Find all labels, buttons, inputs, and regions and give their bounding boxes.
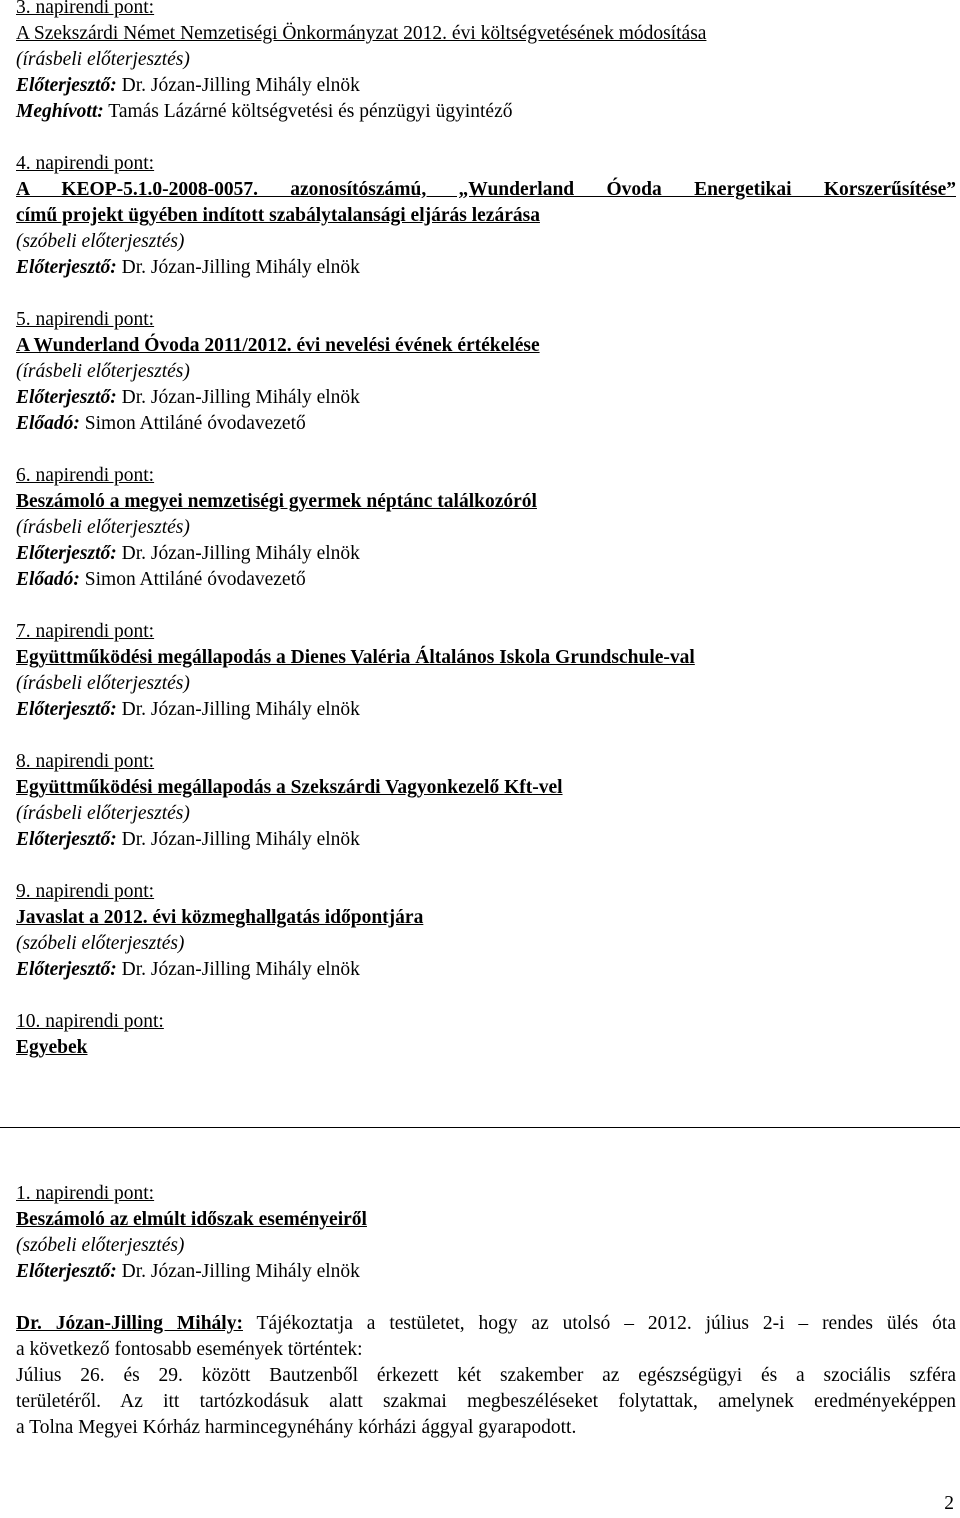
presenter-name: Dr. Józan-Jilling Mihály elnök [121,543,360,564]
minutes-section [16,1181,956,1441]
agenda-item-mode: (szóbeli előterjesztés) [16,1235,185,1256]
agenda-item [16,1009,956,1061]
presenter-label: Előterjesztő: [16,387,117,408]
agenda-item-title-continued: című projekt ügyében indított szabálytalansági eljárás lezárása [16,205,540,226]
presenter-name: Dr. Józan-Jilling Mihály elnök [121,699,360,720]
agenda-item-number: 9. napirendi pont: [16,881,155,902]
agenda-item-speaker-line [16,567,956,593]
presenter-name: Dr. Józan-Jilling Mihály elnök [121,1261,360,1282]
paragraph-line: a Tolna Megyei Kórház harmincegynéhány kórházi ággyal gyarapodott. [16,1417,577,1438]
agenda-item-invitee-line [16,99,956,125]
agenda-item-mode: (írásbeli előterjesztés) [16,517,190,538]
agenda-item-presenter-line [16,827,956,853]
agenda-list [16,0,956,1087]
invitee-name: Tamás Lázárné költségvetési és pénzügyi ügyintéző [108,101,513,122]
agenda-item-presenter-line [16,255,956,281]
presenter-label: Előterjesztő: [16,829,117,850]
agenda-item-title: Együttműködési megállapodás a Dienes Valéria Általános Iskola Grundschule-val [16,647,695,668]
agenda-item-title: A KEOP-5.1.0-2008-0057. azonosítószámú, „Wunderland Óvoda Energetikai Korszerűsítése” [16,179,956,200]
agenda-item-mode: (írásbeli előterjesztés) [16,803,190,824]
agenda-item-mode: (írásbeli előterjesztés) [16,49,190,70]
presenter-name: Dr. Józan-Jilling Mihály elnök [121,387,360,408]
agenda-item-number: 1. napirendi pont: [16,1183,155,1204]
section-divider [0,1127,960,1128]
agenda-item-title: A Szekszárdi Német Nemzetiségi Önkormányzat 2012. évi költségvetésének módosítása [16,23,707,44]
agenda-item-number: 5. napirendi pont: [16,309,155,330]
presenter-label: Előterjesztő: [16,959,117,980]
paragraph-line [16,1311,956,1337]
spacer [16,1285,956,1311]
agenda-item-number: 4. napirendi pont: [16,153,155,174]
presenter-label: Előterjesztő: [16,257,117,278]
agenda-item-title: Együttműködési megállapodás a Szekszárdi Vagyonkezelő Kft-vel [16,777,563,798]
agenda-item-mode: (szóbeli előterjesztés) [16,231,185,252]
agenda-item-title: Egyebek [16,1037,88,1058]
paragraph-line: területéről. Az itt tartózkodásuk alatt szakmai megbeszéléseket folytattak, amelynek eredményeképpen [16,1391,956,1412]
page-number: 2 [944,1493,954,1514]
agenda-item [16,749,956,853]
agenda-item [16,619,956,723]
agenda-item-number: 6. napirendi pont: [16,465,155,486]
presenter-name: Dr. Józan-Jilling Mihály elnök [121,959,360,980]
agenda-item-mode: (írásbeli előterjesztés) [16,361,190,382]
speaker-label: Előadó: [16,569,80,590]
agenda-item-number: 8. napirendi pont: [16,751,155,772]
presenter-label: Előterjesztő: [16,699,117,720]
agenda-item-number: 3. napirendi pont: [16,0,155,18]
agenda-item-title: A Wunderland Óvoda 2011/2012. évi nevelési évének értékelése [16,335,540,356]
presenter-name: Dr. Józan-Jilling Mihály elnök [121,257,360,278]
agenda-item-presenter-line [16,1259,956,1285]
presenter-label: Előterjesztő: [16,543,117,564]
agenda-item-speaker-line [16,411,956,437]
agenda-item-presenter-line [16,73,956,99]
agenda-item-mode: (írásbeli előterjesztés) [16,673,190,694]
presenter-label: Előterjesztő: [16,75,117,96]
agenda-item-title: Beszámoló a megyei nemzetiségi gyermek néptánc találkozóról [16,491,537,512]
agenda-item-title: Beszámoló az elmúlt időszak eseményeiről [16,1209,367,1230]
paragraph-line: a következő fontosabb események történtek: [16,1339,363,1360]
presenter-name: Dr. Józan-Jilling Mihály elnök [121,75,360,96]
agenda-item-presenter-line [16,385,956,411]
agenda-item [16,463,956,593]
agenda-item-presenter-line [16,957,956,983]
agenda-item [16,0,956,125]
agenda-item-title: Javaslat a 2012. évi közmeghallgatás időpontjára [16,907,424,928]
speaker-name: Simon Attiláné óvodavezető [84,413,306,434]
agenda-item-mode: (szóbeli előterjesztés) [16,933,185,954]
paragraph-line: Július 26. és 29. között Bautzenből érkezett két szakember az egészségügyi és a szociális szféra [16,1365,956,1386]
speaker-name: Simon Attiláné óvodavezető [84,569,306,590]
presenter-name: Dr. Józan-Jilling Mihály elnök [121,829,360,850]
speaker-label: Előadó: [16,413,80,434]
agenda-item-presenter-line [16,697,956,723]
agenda-item [16,151,956,281]
agenda-item [16,307,956,437]
paragraph-text: Tájékoztatja a testületet, hogy az utolsó – 2012. július 2-i – rendes ülés óta [256,1313,956,1334]
agenda-item-number: 10. napirendi pont: [16,1011,164,1032]
presenter-label: Előterjesztő: [16,1261,117,1282]
invitee-label: Meghívott: [16,101,104,122]
minutes-paragraph [16,1311,956,1441]
agenda-item [16,879,956,983]
agenda-item-number: 7. napirendi pont: [16,621,155,642]
agenda-item-presenter-line [16,541,956,567]
speaker-name: Dr. Józan-Jilling Mihály: [16,1313,243,1334]
